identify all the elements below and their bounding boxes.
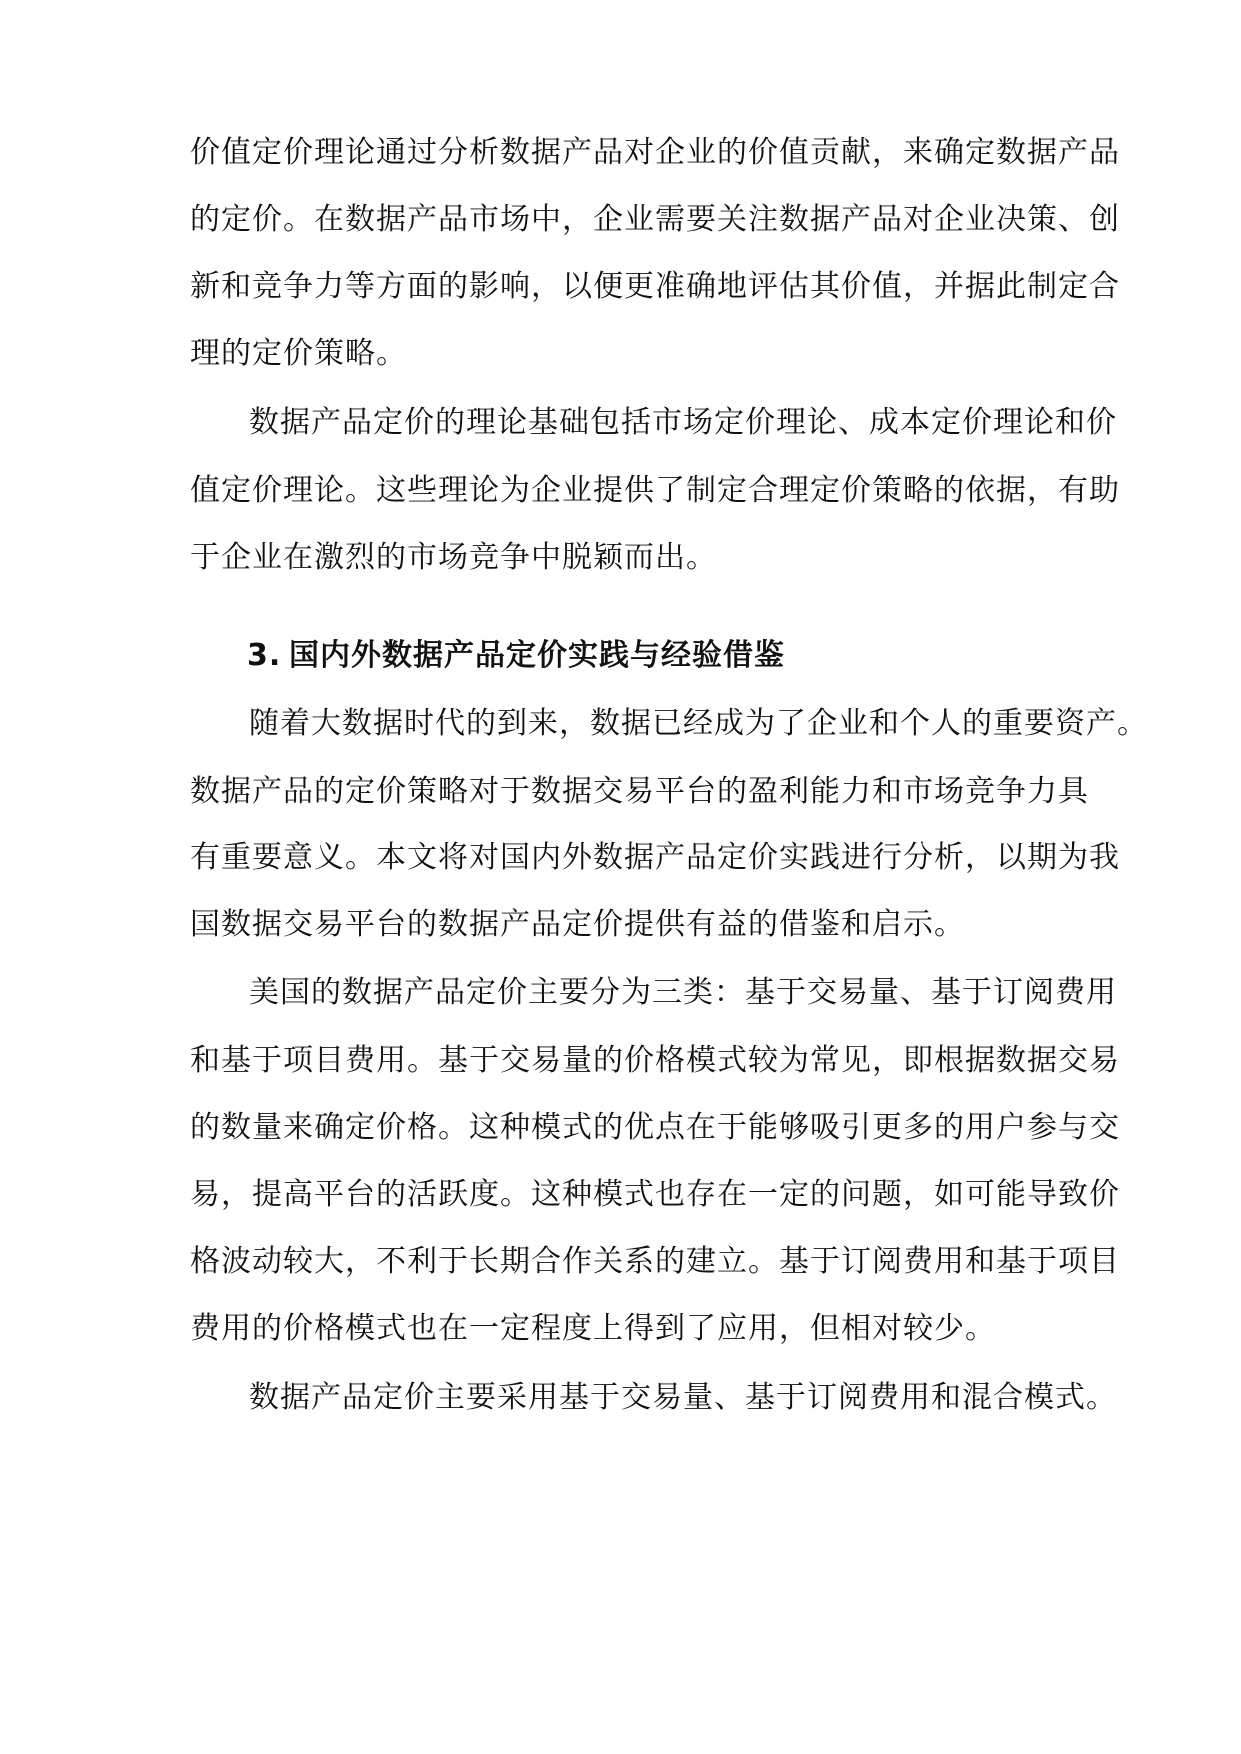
paragraph-2-line-3: 于企业在激烈的市场竞争中脱颖而出。	[190, 540, 717, 575]
paragraph-1-line-3: 新和竞争力等方面的影响，以便更准确地评估其价值，并据此制定合	[190, 269, 1120, 304]
section-heading	[247, 636, 1127, 676]
paragraph-3-line-3: 有重要意义。本文将对国内外数据产品定价实践进行分析，以期为我	[190, 840, 1120, 875]
paragraph-1-line-2: 的定价。在数据产品市场中，企业需要关注数据产品对企业决策、创	[190, 202, 1120, 237]
paragraph-1-line-1: 价值定价理论通过分析数据产品对企业的价值贡献，来确定数据产品	[190, 135, 1120, 170]
paragraph-4-line-1: 美国的数据产品定价主要分为三类：基于交易量、基于订阅费用	[249, 975, 1117, 1010]
paragraph-5-line-1: 数据产品定价主要采用基于交易量、基于订阅费用和混合模式。	[249, 1380, 1117, 1415]
section-title: 国内外数据产品定价实践与经验借鉴	[289, 638, 785, 673]
paragraph-3-line-4: 国数据交易平台的数据产品定价提供有益的借鉴和启示。	[190, 907, 965, 942]
paragraph-4-line-3: 的数量来确定价格。这种模式的优点在于能够吸引更多的用户参与交	[190, 1110, 1120, 1145]
paragraph-4-line-2: 和基于项目费用。基于交易量的价格模式较为常见，即根据数据交易	[190, 1043, 1120, 1078]
paragraph-4-line-6: 费用的价格模式也在一定程度上得到了应用，但相对较少。	[190, 1311, 996, 1346]
section-number: 3.	[247, 638, 282, 673]
paragraph-1-line-4: 理的定价策略。	[190, 336, 407, 371]
paragraph-2-line-2: 值定价理论。这些理论为企业提供了制定合理定价策略的依据，有助	[190, 473, 1120, 508]
paragraph-3-line-2: 数据产品的定价策略对于数据交易平台的盈利能力和市场竞争力具	[190, 774, 1089, 809]
paragraph-2-line-1: 数据产品定价的理论基础包括市场定价理论、成本定价理论和价	[249, 405, 1117, 440]
paragraph-3-line-1: 随着大数据时代的到来，数据已经成为了企业和个人的重要资产。	[249, 706, 1148, 741]
paragraph-4-line-5: 格波动较大，不利于长期合作关系的建立。基于订阅费用和基于项目	[190, 1244, 1120, 1279]
paragraph-4-line-4: 易，提高平台的活跃度。这种模式也存在一定的问题，如可能导致价	[190, 1177, 1120, 1212]
